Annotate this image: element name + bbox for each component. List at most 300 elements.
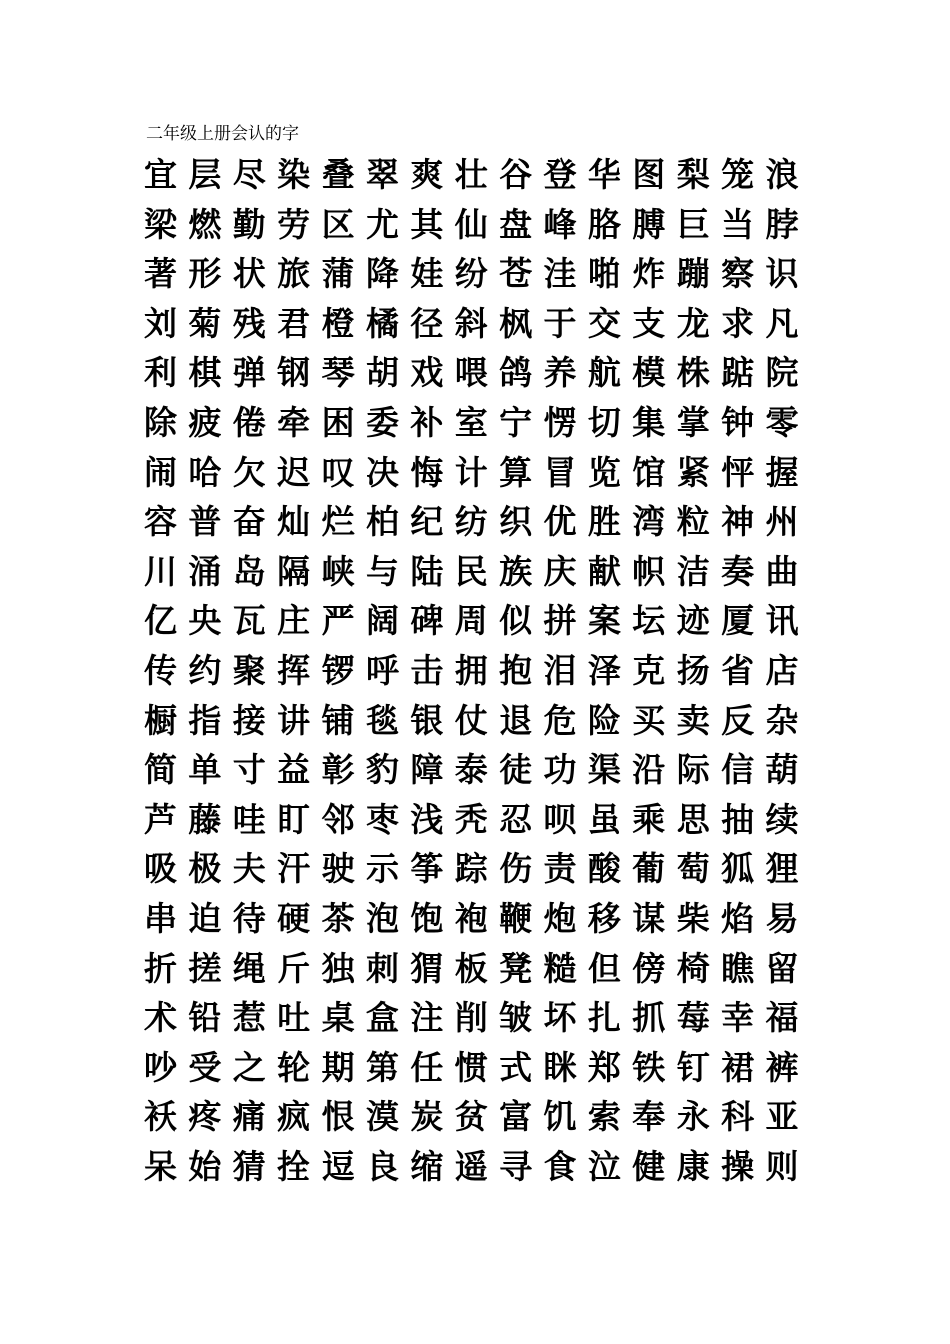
character-cell: 牵 bbox=[277, 402, 311, 442]
character-cell: 猬 bbox=[410, 948, 444, 988]
character-cell: 单 bbox=[188, 750, 222, 790]
character-cell: 际 bbox=[676, 750, 710, 790]
character-cell: 良 bbox=[365, 1146, 399, 1186]
character-cell: 谷 bbox=[499, 155, 533, 194]
character-row bbox=[144, 348, 824, 398]
character-cell: 览 bbox=[587, 452, 621, 492]
character-cell: 登 bbox=[543, 155, 577, 194]
character-cell: 吵 bbox=[144, 1047, 177, 1087]
character-cell: 尤 bbox=[365, 204, 399, 244]
character-cell: 克 bbox=[632, 650, 666, 690]
character-cell: 藤 bbox=[188, 799, 222, 839]
character-row bbox=[144, 894, 824, 944]
character-cell: 紧 bbox=[676, 452, 710, 492]
character-cell: 反 bbox=[721, 700, 755, 740]
character-cell: 危 bbox=[543, 700, 577, 740]
character-cell: 吸 bbox=[144, 849, 177, 889]
character-cell: 沿 bbox=[632, 750, 666, 790]
character-cell: 迹 bbox=[676, 601, 710, 641]
character-cell: 但 bbox=[587, 948, 621, 988]
character-cell: 尽 bbox=[232, 155, 266, 194]
character-cell: 灿 bbox=[277, 502, 311, 542]
character-cell: 纪 bbox=[410, 502, 444, 542]
character-row bbox=[144, 249, 824, 299]
character-cell: 欠 bbox=[232, 452, 266, 492]
character-cell: 板 bbox=[454, 948, 488, 988]
character-cell: 康 bbox=[676, 1146, 710, 1186]
character-cell: 弹 bbox=[232, 353, 266, 393]
character-cell: 与 bbox=[365, 551, 399, 591]
character-cell: 恨 bbox=[321, 1097, 355, 1137]
character-cell: 喂 bbox=[454, 353, 488, 393]
character-cell: 第 bbox=[365, 1047, 399, 1087]
character-cell: 期 bbox=[321, 1047, 355, 1087]
character-cell: 严 bbox=[321, 601, 355, 641]
character-cell: 普 bbox=[188, 502, 222, 542]
character-cell: 帜 bbox=[632, 551, 666, 591]
character-cell: 叠 bbox=[321, 155, 355, 194]
character-cell: 拼 bbox=[543, 601, 577, 641]
character-cell: 钟 bbox=[721, 402, 755, 442]
character-cell: 坛 bbox=[632, 601, 666, 641]
character-cell: 锣 bbox=[321, 650, 355, 690]
character-cell: 隔 bbox=[277, 551, 311, 591]
character-cell: 戏 bbox=[410, 353, 444, 393]
character-cell: 庄 bbox=[277, 601, 311, 641]
character-cell: 留 bbox=[765, 948, 799, 988]
character-cell: 疯 bbox=[277, 1097, 311, 1137]
character-cell: 遥 bbox=[454, 1146, 488, 1186]
character-cell: 烂 bbox=[321, 502, 355, 542]
character-cell: 愣 bbox=[543, 402, 577, 442]
character-cell: 挥 bbox=[277, 650, 311, 690]
character-cell: 呆 bbox=[144, 1146, 177, 1186]
character-cell: 续 bbox=[765, 799, 799, 839]
character-cell: 枫 bbox=[499, 303, 533, 343]
character-cell: 爽 bbox=[410, 155, 444, 194]
character-cell: 胜 bbox=[587, 502, 621, 542]
character-cell: 径 bbox=[410, 303, 444, 343]
character-cell: 忍 bbox=[499, 799, 533, 839]
character-cell: 橙 bbox=[321, 303, 355, 343]
character-cell: 糙 bbox=[543, 948, 577, 988]
character-row bbox=[144, 547, 824, 597]
character-cell: 君 bbox=[277, 303, 311, 343]
character-cell: 泽 bbox=[587, 650, 621, 690]
character-cell: 民 bbox=[454, 551, 488, 591]
character-cell: 福 bbox=[765, 998, 799, 1038]
character-cell: 示 bbox=[365, 849, 399, 889]
character-cell: 皱 bbox=[499, 998, 533, 1038]
character-cell: 亿 bbox=[144, 601, 177, 641]
character-row bbox=[144, 1092, 824, 1142]
character-cell: 旅 bbox=[277, 254, 311, 294]
character-cell: 悔 bbox=[410, 452, 444, 492]
character-cell: 橱 bbox=[144, 700, 177, 740]
character-cell: 掌 bbox=[676, 402, 710, 442]
character-cell: 识 bbox=[765, 254, 799, 294]
character-cell: 胡 bbox=[365, 353, 399, 393]
character-cell: 驶 bbox=[321, 849, 355, 889]
character-cell: 川 bbox=[144, 551, 177, 591]
character-cell: 饱 bbox=[410, 898, 444, 938]
character-cell: 泣 bbox=[587, 1146, 621, 1186]
character-cell: 厦 bbox=[721, 601, 755, 641]
character-cell: 交 bbox=[587, 303, 621, 343]
character-cell: 呗 bbox=[543, 799, 577, 839]
character-cell: 搓 bbox=[188, 948, 222, 988]
character-row bbox=[144, 795, 824, 845]
character-cell: 曲 bbox=[765, 551, 799, 591]
character-cell: 伤 bbox=[499, 849, 533, 889]
character-cell: 察 bbox=[721, 254, 755, 294]
character-cell: 闹 bbox=[144, 452, 177, 492]
character-cell: 斜 bbox=[454, 303, 488, 343]
character-row bbox=[144, 745, 824, 795]
character-cell: 奋 bbox=[232, 502, 266, 542]
character-cell: 痛 bbox=[232, 1097, 266, 1137]
character-cell: 科 bbox=[721, 1097, 755, 1137]
character-row bbox=[144, 993, 824, 1043]
character-cell: 思 bbox=[676, 799, 710, 839]
character-cell: 讲 bbox=[277, 700, 311, 740]
character-cell: 倦 bbox=[232, 402, 266, 442]
character-cell: 茶 bbox=[321, 898, 355, 938]
character-cell: 富 bbox=[499, 1097, 533, 1137]
character-cell: 梁 bbox=[144, 204, 177, 244]
character-cell: 鞭 bbox=[499, 898, 533, 938]
character-cell: 除 bbox=[144, 402, 177, 442]
character-cell: 壮 bbox=[454, 155, 488, 194]
character-cell: 郑 bbox=[587, 1047, 621, 1087]
character-cell: 岛 bbox=[232, 551, 266, 591]
character-cell: 劳 bbox=[277, 204, 311, 244]
character-cell: 操 bbox=[721, 1146, 755, 1186]
character-cell: 央 bbox=[188, 601, 222, 641]
character-cell: 泡 bbox=[365, 898, 399, 938]
character-cell: 优 bbox=[543, 502, 577, 542]
character-cell: 抽 bbox=[721, 799, 755, 839]
character-cell: 补 bbox=[410, 402, 444, 442]
character-cell: 盘 bbox=[499, 204, 533, 244]
character-cell: 馆 bbox=[632, 452, 666, 492]
character-cell: 层 bbox=[188, 155, 222, 194]
character-cell: 宜 bbox=[144, 155, 177, 194]
character-cell: 刘 bbox=[144, 303, 177, 343]
character-cell: 索 bbox=[587, 1097, 621, 1137]
character-cell: 狐 bbox=[721, 849, 755, 889]
character-cell: 筝 bbox=[410, 849, 444, 889]
character-row bbox=[144, 844, 824, 894]
character-row bbox=[144, 696, 824, 746]
character-cell: 染 bbox=[277, 155, 311, 194]
character-cell: 勤 bbox=[232, 204, 266, 244]
character-cell: 娃 bbox=[410, 254, 444, 294]
character-cell: 蹦 bbox=[676, 254, 710, 294]
character-cell: 计 bbox=[454, 452, 488, 492]
character-cell: 膊 bbox=[632, 204, 666, 244]
character-cell: 胳 bbox=[587, 204, 621, 244]
character-cell: 呼 bbox=[365, 650, 399, 690]
character-cell: 室 bbox=[454, 402, 488, 442]
character-cell: 毯 bbox=[365, 700, 399, 740]
character-cell: 切 bbox=[587, 402, 621, 442]
character-cell: 怦 bbox=[721, 452, 755, 492]
character-cell: 决 bbox=[365, 452, 399, 492]
character-cell: 阔 bbox=[365, 601, 399, 641]
character-cell: 抓 bbox=[632, 998, 666, 1038]
character-cell: 踮 bbox=[721, 353, 755, 393]
character-cell: 菊 bbox=[188, 303, 222, 343]
character-cell: 注 bbox=[410, 998, 444, 1038]
character-cell: 陆 bbox=[410, 551, 444, 591]
character-cell: 简 bbox=[144, 750, 177, 790]
character-cell: 模 bbox=[632, 353, 666, 393]
character-cell: 琴 bbox=[321, 353, 355, 393]
character-cell: 击 bbox=[410, 650, 444, 690]
character-cell: 其 bbox=[410, 204, 444, 244]
character-cell: 集 bbox=[632, 402, 666, 442]
character-cell: 瓦 bbox=[232, 601, 266, 641]
character-cell: 险 bbox=[587, 700, 621, 740]
character-cell: 受 bbox=[188, 1047, 222, 1087]
character-cell: 瞧 bbox=[721, 948, 755, 988]
character-cell: 退 bbox=[499, 700, 533, 740]
character-cell: 航 bbox=[587, 353, 621, 393]
character-cell: 亚 bbox=[765, 1097, 799, 1137]
character-cell: 功 bbox=[543, 750, 577, 790]
character-cell: 则 bbox=[765, 1146, 799, 1186]
character-cell: 之 bbox=[232, 1047, 266, 1087]
character-cell: 容 bbox=[144, 502, 177, 542]
character-cell: 区 bbox=[321, 204, 355, 244]
character-cell: 凳 bbox=[499, 948, 533, 988]
character-cell: 杂 bbox=[765, 700, 799, 740]
character-cell: 乘 bbox=[632, 799, 666, 839]
character-cell: 献 bbox=[587, 551, 621, 591]
character-cell: 刺 bbox=[365, 948, 399, 988]
character-cell: 疼 bbox=[188, 1097, 222, 1137]
character-cell: 梨 bbox=[676, 155, 710, 194]
character-cell: 缩 bbox=[410, 1146, 444, 1186]
character-cell: 利 bbox=[144, 353, 177, 393]
character-cell: 盒 bbox=[365, 998, 399, 1038]
character-cell: 苍 bbox=[499, 254, 533, 294]
character-grid bbox=[144, 150, 824, 1191]
character-cell: 袍 bbox=[454, 898, 488, 938]
character-cell: 拥 bbox=[454, 650, 488, 690]
character-row bbox=[144, 398, 824, 448]
character-cell: 柴 bbox=[676, 898, 710, 938]
character-cell: 寻 bbox=[499, 1146, 533, 1186]
character-cell: 踪 bbox=[454, 849, 488, 889]
character-cell: 仗 bbox=[454, 700, 488, 740]
character-cell: 铁 bbox=[632, 1047, 666, 1087]
character-cell: 葫 bbox=[765, 750, 799, 790]
character-row bbox=[144, 200, 824, 250]
character-cell: 周 bbox=[454, 601, 488, 641]
character-cell: 铺 bbox=[321, 700, 355, 740]
character-cell: 图 bbox=[632, 155, 666, 194]
character-cell: 银 bbox=[410, 700, 444, 740]
character-cell: 桌 bbox=[321, 998, 355, 1038]
character-cell: 寸 bbox=[232, 750, 266, 790]
character-cell: 狸 bbox=[765, 849, 799, 889]
character-cell: 折 bbox=[144, 948, 177, 988]
character-cell: 易 bbox=[765, 898, 799, 938]
character-cell: 著 bbox=[144, 254, 177, 294]
character-cell: 渠 bbox=[587, 750, 621, 790]
character-cell: 碑 bbox=[410, 601, 444, 641]
character-row bbox=[144, 150, 824, 200]
character-cell: 饥 bbox=[543, 1097, 577, 1137]
character-cell: 当 bbox=[721, 204, 755, 244]
character-cell: 汗 bbox=[277, 849, 311, 889]
character-cell: 困 bbox=[321, 402, 355, 442]
character-cell: 求 bbox=[721, 303, 755, 343]
character-cell: 洁 bbox=[676, 551, 710, 591]
character-cell: 神 bbox=[721, 502, 755, 542]
character-cell: 状 bbox=[232, 254, 266, 294]
character-cell: 峰 bbox=[543, 204, 577, 244]
character-cell: 形 bbox=[188, 254, 222, 294]
character-cell: 任 bbox=[410, 1047, 444, 1087]
character-cell: 泰 bbox=[454, 750, 488, 790]
character-cell: 炸 bbox=[632, 254, 666, 294]
character-cell: 疲 bbox=[188, 402, 222, 442]
character-cell: 裤 bbox=[765, 1047, 799, 1087]
character-cell: 扬 bbox=[676, 650, 710, 690]
character-cell: 省 bbox=[721, 650, 755, 690]
character-row bbox=[144, 1142, 824, 1192]
character-row bbox=[144, 646, 824, 696]
character-cell: 指 bbox=[188, 700, 222, 740]
character-cell: 邻 bbox=[321, 799, 355, 839]
character-cell: 绳 bbox=[232, 948, 266, 988]
character-row bbox=[144, 1043, 824, 1093]
character-cell: 斤 bbox=[277, 948, 311, 988]
character-cell: 待 bbox=[232, 898, 266, 938]
character-row bbox=[144, 596, 824, 646]
character-cell: 传 bbox=[144, 650, 177, 690]
character-cell: 握 bbox=[765, 452, 799, 492]
character-cell: 湾 bbox=[632, 502, 666, 542]
character-cell: 拴 bbox=[277, 1146, 311, 1186]
character-cell: 哈 bbox=[188, 452, 222, 492]
character-cell: 院 bbox=[765, 353, 799, 393]
character-cell: 降 bbox=[365, 254, 399, 294]
character-cell: 食 bbox=[543, 1146, 577, 1186]
character-cell: 眯 bbox=[543, 1047, 577, 1087]
character-cell: 纺 bbox=[454, 502, 488, 542]
character-cell: 扎 bbox=[587, 998, 621, 1038]
character-cell: 漠 bbox=[365, 1097, 399, 1137]
character-cell: 抱 bbox=[499, 650, 533, 690]
character-cell: 枣 bbox=[365, 799, 399, 839]
character-cell: 华 bbox=[587, 155, 621, 194]
character-cell: 芦 bbox=[144, 799, 177, 839]
character-cell: 龙 bbox=[676, 303, 710, 343]
character-cell: 袄 bbox=[144, 1097, 177, 1137]
character-cell: 粒 bbox=[676, 502, 710, 542]
character-cell: 幸 bbox=[721, 998, 755, 1038]
character-cell: 讯 bbox=[765, 601, 799, 641]
character-cell: 裙 bbox=[721, 1047, 755, 1087]
character-cell: 族 bbox=[499, 551, 533, 591]
character-cell: 案 bbox=[587, 601, 621, 641]
character-cell: 盯 bbox=[277, 799, 311, 839]
character-cell: 轮 bbox=[277, 1047, 311, 1087]
character-cell: 秃 bbox=[454, 799, 488, 839]
character-cell: 脖 bbox=[765, 204, 799, 244]
character-cell: 仙 bbox=[454, 204, 488, 244]
character-cell: 焰 bbox=[721, 898, 755, 938]
character-cell: 益 bbox=[277, 750, 311, 790]
character-cell: 巨 bbox=[676, 204, 710, 244]
character-cell: 虽 bbox=[587, 799, 621, 839]
character-cell: 鸽 bbox=[499, 353, 533, 393]
character-cell: 猜 bbox=[232, 1146, 266, 1186]
character-cell: 串 bbox=[144, 898, 177, 938]
character-cell: 州 bbox=[765, 502, 799, 542]
character-cell: 傍 bbox=[632, 948, 666, 988]
page-title: 二年级上册会认的字 bbox=[146, 124, 299, 144]
character-cell: 店 bbox=[765, 650, 799, 690]
character-cell: 宁 bbox=[499, 402, 533, 442]
character-cell: 翠 bbox=[365, 155, 399, 194]
character-cell: 蒲 bbox=[321, 254, 355, 294]
character-cell: 坏 bbox=[543, 998, 577, 1038]
character-cell: 铅 bbox=[188, 998, 222, 1038]
character-cell: 哇 bbox=[232, 799, 266, 839]
character-cell: 始 bbox=[188, 1146, 222, 1186]
character-cell: 葡 bbox=[632, 849, 666, 889]
character-cell: 泪 bbox=[543, 650, 577, 690]
character-cell: 委 bbox=[365, 402, 399, 442]
character-cell: 峡 bbox=[321, 551, 355, 591]
character-row bbox=[144, 497, 824, 547]
character-cell: 贫 bbox=[454, 1097, 488, 1137]
character-cell: 庆 bbox=[543, 551, 577, 591]
character-cell: 酸 bbox=[587, 849, 621, 889]
character-cell: 钉 bbox=[676, 1047, 710, 1087]
character-cell: 奏 bbox=[721, 551, 755, 591]
character-cell: 约 bbox=[188, 650, 222, 690]
character-cell: 硬 bbox=[277, 898, 311, 938]
character-cell: 凡 bbox=[765, 303, 799, 343]
character-cell: 聚 bbox=[232, 650, 266, 690]
character-cell: 夫 bbox=[232, 849, 266, 889]
character-cell: 残 bbox=[232, 303, 266, 343]
character-cell: 责 bbox=[543, 849, 577, 889]
character-cell: 橘 bbox=[365, 303, 399, 343]
character-cell: 炮 bbox=[543, 898, 577, 938]
character-cell: 零 bbox=[765, 402, 799, 442]
character-cell: 健 bbox=[632, 1146, 666, 1186]
character-cell: 买 bbox=[632, 700, 666, 740]
character-cell: 迟 bbox=[277, 452, 311, 492]
character-cell: 卖 bbox=[676, 700, 710, 740]
character-cell: 奉 bbox=[632, 1097, 666, 1137]
character-row bbox=[144, 448, 824, 498]
character-cell: 接 bbox=[232, 700, 266, 740]
character-cell: 浪 bbox=[765, 155, 799, 194]
character-cell: 式 bbox=[499, 1047, 533, 1087]
character-cell: 笼 bbox=[721, 155, 755, 194]
character-cell: 信 bbox=[721, 750, 755, 790]
character-cell: 椅 bbox=[676, 948, 710, 988]
character-cell: 钢 bbox=[277, 353, 311, 393]
